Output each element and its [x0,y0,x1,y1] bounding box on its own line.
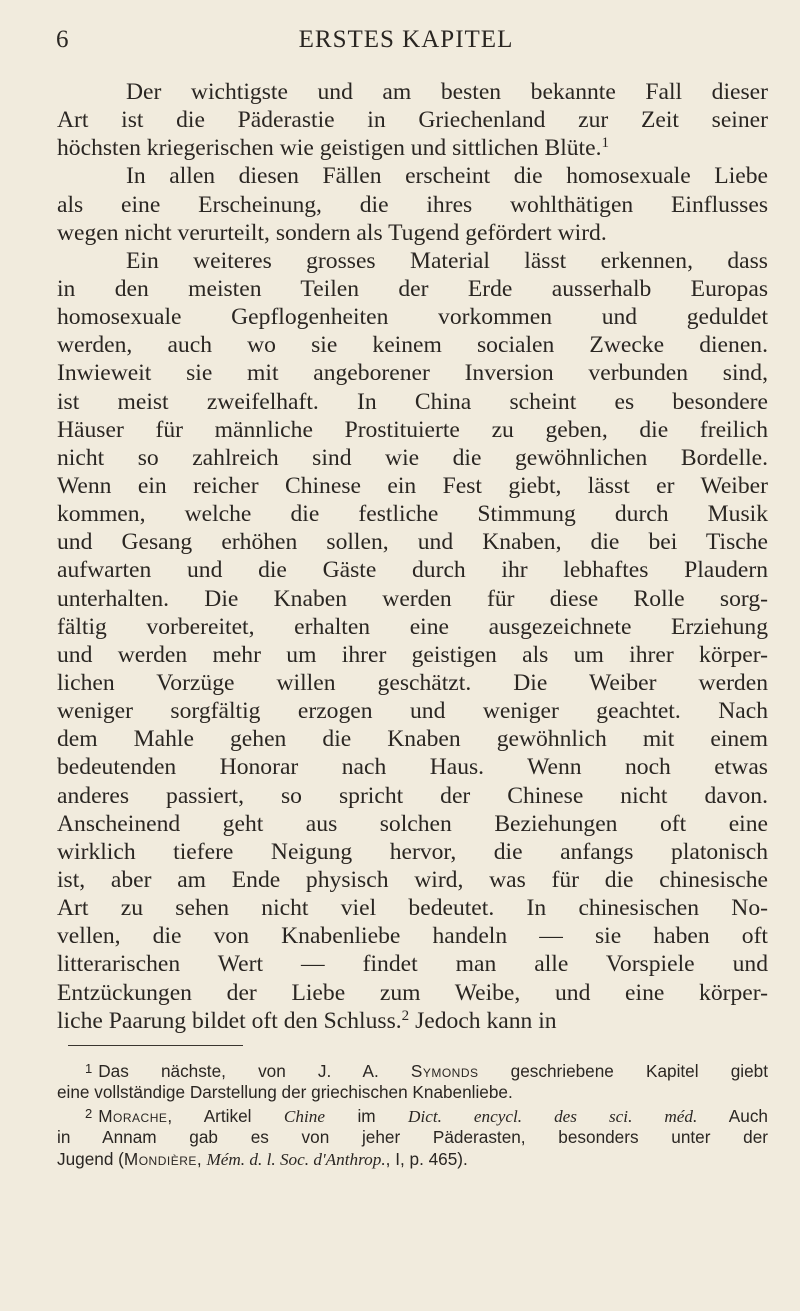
text-line: höchsten kriegerischen wie geistigen und sittlichen Blüte.$^1$ [57,135,609,162]
footnote-2-author2: Mondière [123,1149,197,1169]
text-line: In allen diesen Fällen erscheint die homosexuale Liebe [126,163,768,190]
text-line: ist meist zweifelhaft. In China scheint es besondere [57,388,768,415]
text-line: Wenn ein reicher Chinese ein Fest giebt, lässt er Weiber [57,472,768,499]
text-line: und werden mehr um ihrer geistigen als um ihrer körper- [57,641,768,668]
text-line: litterarischen Wert — findet man alle Vorspiele und [57,951,768,978]
text-line: aufwarten und die Gäste durch ihr lebhaftes Plaudern [57,557,768,584]
text-line: wegen nicht verurteilt, sondern als Tugend gefördert wird. [57,219,607,246]
footnote-1-author: Symonds [410,1061,479,1081]
footnote-reference: 1 [601,135,609,152]
text-line: kommen, welche die festliche Stimmung durch Musik [57,501,768,528]
text-line: Häuser für männliche Prostituierte zu geben, die freilich [57,416,768,443]
text-line: in den meisten Teilen der Erde ausserhalb Europas [57,275,768,302]
text-line: als eine Erscheinung, die ihres wohlthätigen Einflusses [57,191,768,218]
text-line: nicht so zahlreich sind wie die gewöhnlichen Bordelle. [57,444,768,471]
footnote-2-line: in Annam gab es von jeher Päderasten, besonders unter der [57,1126,768,1147]
footnote-1-line: $^1$ Das nächste, von J. A. Symonds geschriebene Kapitel giebt [85,1061,768,1081]
footnote-2-author: Morache [98,1106,168,1126]
text-line: werden, auch wo sie keinem socialen Zwecke dienen. [57,332,768,359]
text-line: vellen, die von Knabenliebe handeln — sie haben oft [57,923,768,950]
text-line: Entzückungen der Liebe zum Weibe, und eine körper- [57,979,768,1006]
text-line: dem Mahle gehen die Knaben gewöhnlich mit einem [57,726,768,753]
text-line: unterhalten. Die Knaben werden für diese Rolle sorg- [57,585,768,612]
text-line: Der wichtigste und am besten bekannte Fall dieser [126,79,768,105]
footnote-reference: 2 [401,1007,410,1024]
footnote-1-mark: 1 [85,1061,93,1076]
text-line: anderes passiert, so spricht der Chinese nicht davon. [57,782,768,809]
text-line: homosexuale Gepflogenheiten vorkommen und geduldet [57,304,768,331]
footnote-2-line: Jugend (Mondière, Mém. d. l. Soc. d'Anthrop., I, p. 465). [57,1149,468,1169]
text-line: liche Paarung bildet oft den Schluss.$^2$ Jedoch kann in [57,1007,557,1034]
footnote-separator [68,1045,243,1046]
text-line: und Gesang erhöhen sollen, und Knaben, die bei Tische [57,529,768,556]
text-line: Art ist die Päderastie in Griechenland zur Zeit seiner [57,107,768,134]
text-line: fältig vorbereitet, erhalten eine ausgezeichnete Erziehung [57,613,768,640]
footnote-2-line: $^2$ Morache, Artikel Chine im Dict. encycl. des sci. méd. Auch [85,1106,768,1126]
text-line: Art zu sehen nicht viel bedeutet. In chinesischen No- [57,895,768,922]
running-title: ERSTES KAPITEL [298,26,514,53]
text-line: Inwieweit sie mit angeborener Inversion verbunden sind, [57,360,768,387]
text-line: lichen Vorzüge willen geschätzt. Die Weiber werden [57,669,768,696]
page-header [56,26,756,62]
text-line: wirklich tiefere Neigung hervor, die anfangs platonisch [57,838,768,865]
main-text [57,78,768,1035]
text-line: bedeutenden Honorar nach Haus. Wenn noch etwas [57,754,768,781]
text-line: Ein weiteres grosses Material lässt erkennen, dass [126,247,768,274]
footnotes [57,1058,768,1171]
text-line: Anscheinend geht aus solchen Beziehungen oft eine [57,810,768,837]
page-number: 6 [56,26,70,53]
text-line: ist, aber am Ende physisch wird, was für die chinesische [57,866,768,893]
text-line: weniger sorgfältig erzogen und weniger geachtet. Nach [57,698,768,725]
footnote-1-line: eine vollständige Darstellung der griechischen Knabenliebe. [57,1081,513,1102]
footnote-2-mark: 2 [85,1106,93,1121]
